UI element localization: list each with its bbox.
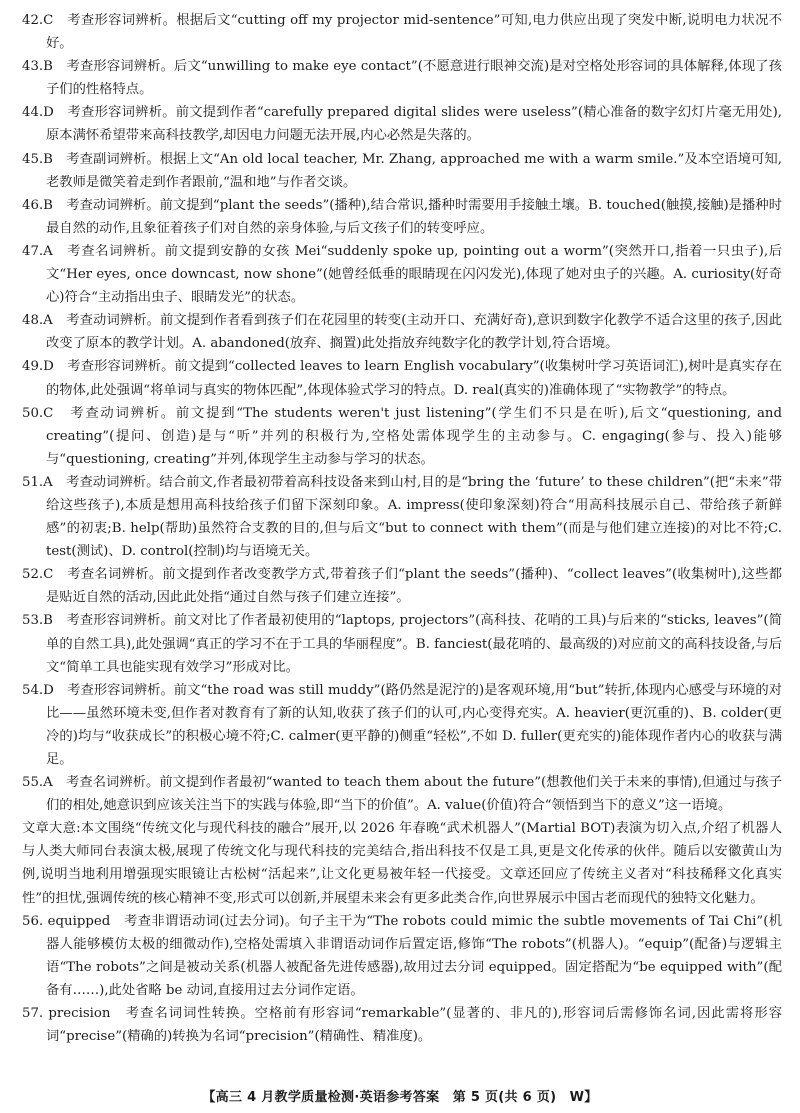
answer-item-51: 51.A 考查动词辨析。结合前文,作者最初带着高科技设备来到山村,目的是“bring the ‘future’ to these children”(把“未来”带给这些孩子),本质是想用高科技给孩子们留下深刻印象。A. impress(使印象深刻)符合“用高科技展示自己、带给孩子新鲜感”的初衷;B. help(帮助)虽然符合支教的目的,但与后文“but to connect with them”(而是与他们建立连接)的对比不符;C. test(测试)、D. control(控制)均与语境无关。 [22,474,782,560]
answer-item-57: 57. precision 考查名词词性转换。空格前有形容词“remarkable”(显著的、非凡的),形容词后需修饰名词,因此需将形容词“precise”(精确的)转换为名词“precision”(精确性、精准度)。 [22,1006,782,1045]
answer-item-44: 44.D 考查形容词辨析。前文提到作者“carefully prepared digital slides were useless”(精心准备的数字幻灯片毫无用处),原本满怀希望带来高科技教学,却因电力问题无法开展,内心必然是失落的。 [22,105,782,144]
answer-item-47: 47.A 考查名词辨析。前文提到安静的女孩 Mei“suddenly spoke up, pointing out a worm”(突然开口,指着一只虫子),后文“Her eyes, once downcast, now shone”(她曾经低垂的眼睛现在闪闪发光),体现了她对虫子的兴趣。A. curiosity(好奇心)符合“主动指出虫子、眼睛发光”的状态。 [22,243,782,306]
answer-item-55: 55.A 考查名词辨析。前文提到作者最初“wanted to teach them about the future”(想教他们关于未来的事情),但通过与孩子们的相处,她意识到应该关注当下的实践与体验,即“当下的价值”。A. value(价值)符合“领悟到当下的意义”这一语境。 [22,775,782,814]
answer-item-54: 54.D 考查形容词辨析。前文“the road was still muddy”(路仍然是泥泞的)是客观环境,用“but”转折,体现内心感受与环境的对比——虽然环境未变,但作者对教育有了新的认知,收获了孩子们的认可,内心变得充实。A. heavier(更沉重的)、B. colder(更冷的)均与“收获成长”的积极心境不符;C. calmer(更平静的)侧重“轻松”,不如 D. fuller(更充实的)能体现作者内心的收获与满足。 [22,682,782,767]
answer-item-43: 43.B 考查形容词辨析。后文“unwilling to make eye contact”(不愿意进行眼神交流)是对空格处形容词的具体解释,体现了孩子们的性格特点。 [22,59,782,98]
passage-summary: 文章大意:本文围绕“传统文化与现代科技的融合”展开,以 2026 年春晚“武术机器人”(Martial BOT)表演为切入点,介绍了机器人与人类大师同台表演太极,展现了传统文化与现代科技的完美结合,指出科技不仅是工具,更是文化传承的伙伴。随后以安徽黄山为例,说明当地利用增强现实眼镜让古松树“活起来”,让文化更易被年轻一代接受。文章还回应了传统主义者对“科技稀释文化真实性”的担忧,强调传统的核心精神不变,形式可以创新,并展望未来会有更多此类合作,向世界展示中国古老而现代的独特文化魅力。 [22,821,782,906]
answer-item-53: 53.B 考查形容词辨析。前文对比了作者最初使用的“laptops, projectors”(高科技、花哨的工具)与后来的“sticks, leaves”(简单的自然工具),此处强调“真正的学习不在于工具的华丽程度”。B. fanciest(最花哨的、最高级的)对应前文的高科技设备,与后文“简单工具也能实现有效学习”形成对比。 [22,613,782,675]
answer-item-50: 50.C 考查动词辨析。前文提到“The students weren't just listening”(学生们不只是在听),后文“questioning, and creating”(提问、创造)是与“听”并列的积极行为,空格处需体现学生的主动参与。C. engaging(参与、投入)能够与“questioning, creating”并列,体现学生主动参与学习的状态。 [22,405,782,467]
answer-item-49: 49.D 考查形容词辨析。前文提到“collected leaves to learn English vocabulary”(收集树叶学习英语词汇),树叶是真实存在的物体,此处强调“将单词与真实的物体匹配”,体现体验式学习的特点。D. real(真实的)准确体现了“实物教学”的特点。 [22,359,782,398]
answer-key-body [22,9,782,1048]
answer-item-45: 45.B 考查副词辨析。根据上文“An old local teacher, Mr. Zhang, approached me with a warm smile.”及本空语境可知,老教师是微笑着走到作者跟前,“温和地”与作者交谈。 [22,151,782,190]
answer-item-48: 48.A 考查动词辨析。前文提到作者看到孩子们在花园里的转变(主动开口、充满好奇),意识到数字化教学不适合这里的孩子,因此改变了原本的教学计划。A. abandoned(放弃、搁置)此处指放弃纯数字化的教学计划,符合语境。 [22,313,782,352]
answer-item-42: 42.C 考查形容词辨析。根据后文“cutting off my projector mid-sentence”可知,电力供应出现了突发中断,说明电力状况不好。 [22,13,782,52]
answer-item-52: 52.C 考查名词辨析。前文提到作者改变教学方式,带着孩子们“plant the seeds”(播种)、“collect leaves”(收集树叶),这些都是贴近自然的活动,因此此处指“通过自然与孩子们建立连接”。 [22,567,782,606]
answer-item-46: 46.B 考查动词辨析。前文提到“plant the seeds”(播种),结合常识,播种时需要用手接触土壤。B. touched(触摸,接触)是播种时最自然的动作,且象征着孩子们对自然的亲身体验,与后文孩子们的转变呼应。 [22,197,782,236]
answer-item-56: 56. equipped 考查非谓语动词(过去分词)。句子主干为“The robots could mimic the subtle movements of Tai Chi”(机器人能够模仿太极的细微动作),空格处需填入非谓语动词作后置定语,修饰“The robots”(机器人)。“equip”(配备)与逻辑主语“The robots”之间是被动关系(机器人被配备先进传感器),故用过去分词 equipped。固定搭配为“be equipped with”(配备有……),此处省略 be 动词,直接用过去分词作定语。 [22,913,782,998]
page-footer: 【高三 4 月教学质量检测·英语参考答案 第 5 页(共 6 页) W】 [202,1090,598,1105]
